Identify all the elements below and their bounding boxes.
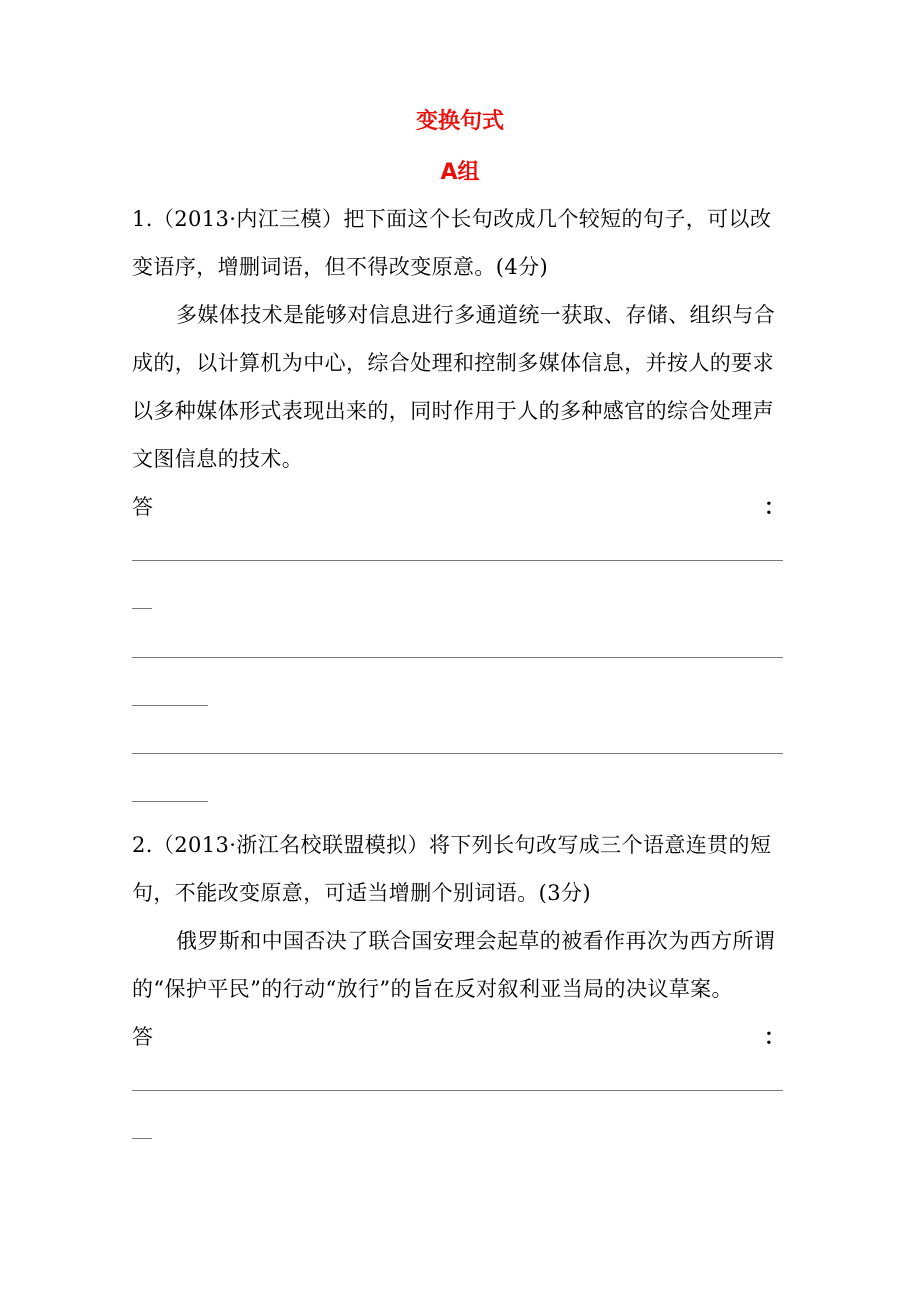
question-1-prompt-line-1: 1.（2013·内江三模）把下面这个长句改成几个较短的句子，可以改 [132, 207, 772, 231]
question-1-passage-line-3: 以多种媒体形式表现出来的，同时作用于人的多种感官的综合处理声 [132, 399, 774, 423]
question-1-prompt-line-2: 变语序，增删词语，但不得改变原意。(4分) [132, 255, 549, 279]
question-1-passage-line-4: 文图信息的技术。 [132, 447, 304, 471]
question-1-answer-line-3[interactable] [132, 753, 783, 754]
question-1-answer-colon: ： [764, 494, 785, 519]
question-1-passage-line-1: 多媒体技术是能够对信息进行多通道统一获取、存储、组织与合 [176, 303, 776, 327]
question-1-answer-line-2[interactable] [132, 657, 783, 658]
question-2-answer-line-1[interactable] [132, 1090, 783, 1091]
question-1-answer-label: 答 [132, 495, 154, 519]
question-1-answer-line-2-tail [132, 705, 208, 706]
question-2-answer-label: 答 [132, 1025, 154, 1049]
question-2-passage-line-1: 俄罗斯和中国否决了联合国安理会起草的被看作再次为西方所谓 [176, 929, 776, 953]
question-1-answer-line-1[interactable] [132, 560, 783, 561]
group-heading: A组 [440, 160, 480, 185]
question-1-passage-line-2: 成的，以计算机为中心，综合处理和控制多媒体信息，并按人的要求 [132, 351, 774, 375]
page-title: 变换句式 [415, 109, 504, 134]
question-1-answer-line-3-tail [132, 801, 208, 802]
question-2-answer-line-1-tail [132, 1138, 152, 1139]
question-2-prompt-line-1: 2.（2013·浙江名校联盟模拟）将下列长句改写成三个语意连贯的短 [132, 833, 772, 857]
question-1-answer-line-1-tail [132, 608, 152, 609]
question-2-answer-colon: ： [764, 1024, 785, 1049]
question-2-passage-line-2: 的“保护平民”的行动“放行”的旨在反对叙利亚当局的决议草案。 [132, 977, 733, 1001]
question-2-prompt-line-2: 句，不能改变原意，可适当增删个别词语。(3分) [132, 881, 591, 905]
